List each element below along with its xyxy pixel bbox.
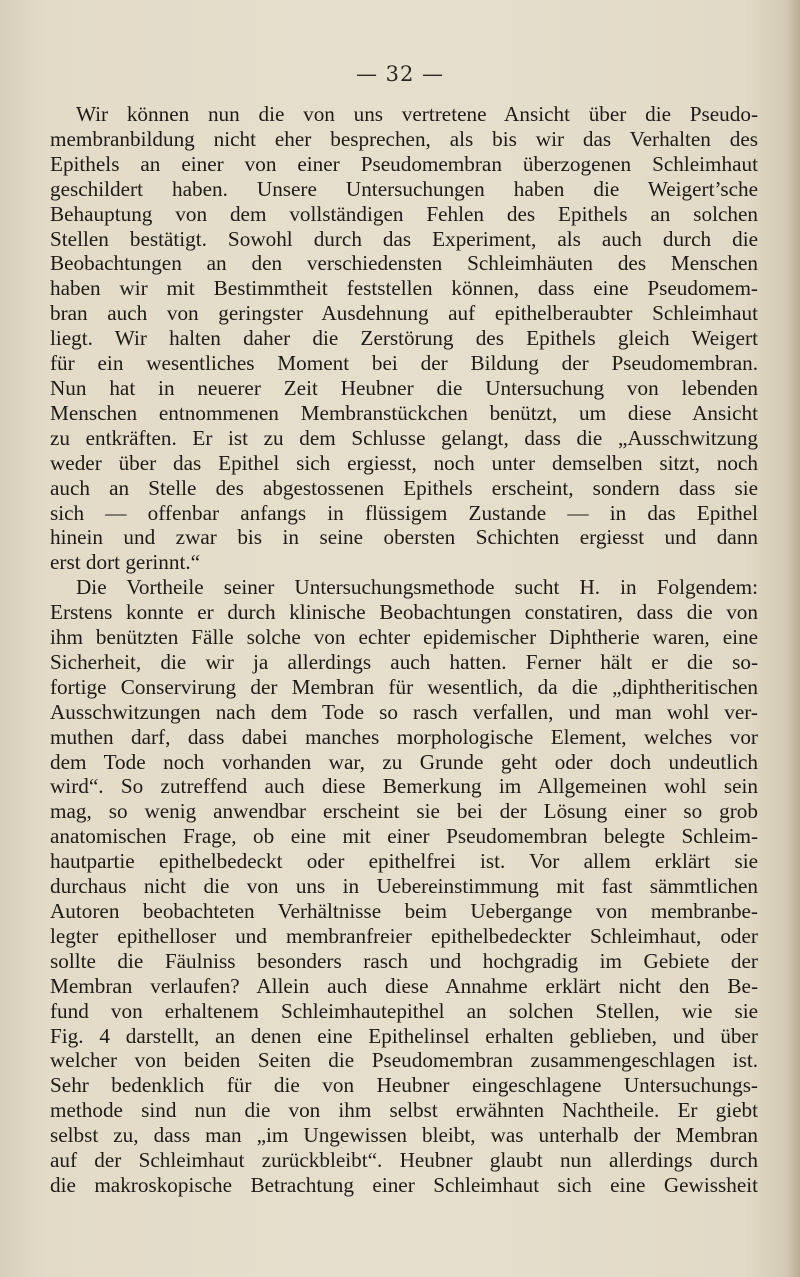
text-line: weder über das Epithel sich ergiesst, noch unter demselben sitzt, noch <box>50 450 758 475</box>
text-line: Epithels an einer von einer Pseudomembran überzogenen Schleimhaut <box>50 151 758 176</box>
text-line: hautpartie epithelbedeckt oder epithelfrei ist. Vor allem erklärt sie <box>50 849 758 874</box>
text-line: auch an Stelle des abgestossenen Epithels erscheint, sondern dass sie <box>50 475 758 500</box>
text-line: selbst zu, dass man „im Ungewissen bleibt, was unterhalb der Membran <box>50 1123 758 1148</box>
text-line: membranbildung nicht eher besprechen, als bis wir das Verhalten des <box>50 126 758 151</box>
text-line: liegt. Wir halten daher die Zerstörung des Epithels gleich Weigert <box>50 326 758 351</box>
text-line: auf der Schleimhaut zurückbleibt“. Heubner glaubt nun allerdings durch <box>50 1148 758 1173</box>
page-edge-shadow <box>786 0 800 1277</box>
text-line: methode sind nun die von ihm selbst erwähnten Nachtheile. Er giebt <box>50 1098 758 1123</box>
text-line: fortige Conservirung der Membran für wesentlich, da die „diphtheritischen <box>50 674 758 699</box>
text-line: durchaus nicht die von uns in Uebereinstimmung mit fast sämmtlichen <box>50 874 758 899</box>
text-line: Autoren beobachteten Verhältnisse beim Uebergange von membranbe- <box>50 899 758 923</box>
body-text <box>50 102 758 1198</box>
text-line: sich — offenbar anfangs in flüssigem Zustande — in das Epithel <box>50 500 758 525</box>
text-line: mag, so wenig anwendbar erscheint sie bei der Lösung einer so grob <box>50 799 758 824</box>
text-line: Stellen bestätigt. Sowohl durch das Experiment, als auch durch die <box>50 226 758 251</box>
text-line: fund von erhaltenem Schleimhautepithel an solchen Stellen, wie sie <box>50 998 758 1023</box>
text-line: ihm benützten Fälle solche von echter epidemischer Diphtherie waren, eine <box>50 625 758 650</box>
text-line: Fig. 4 darstellt, an denen eine Epithelinsel erhalten geblieben, und über <box>50 1023 758 1048</box>
text-line: Erstens konnte er durch klinische Beobachtungen constatiren, dass die von <box>50 600 758 625</box>
text-line: Sicherheit, die wir ja allerdings auch hatten. Ferner hält er die so- <box>50 649 758 674</box>
text-line: Beobachtungen an den verschiedensten Schleimhäuten des Menschen <box>50 251 758 276</box>
text-line: Menschen entnommenen Membranstückchen benützt, um diese Ansicht <box>50 400 758 425</box>
text-line: geschildert haben. Unsere Untersuchungen haben die Weigert’sche <box>50 176 758 201</box>
text-line: bran auch von geringster Ausdehnung auf epithelberaubter Schleimhaut <box>50 301 758 326</box>
text-line: anatomischen Frage, ob eine mit einer Pseudomembran belegte Schleim- <box>50 824 758 849</box>
text-line: Wir können nun die von uns vertretene Ansicht über die Pseudo- <box>76 102 758 126</box>
text-line: Ausschwitzungen nach dem Tode so rasch verfallen, und man wohl ver- <box>50 699 758 724</box>
text-line: Nun hat in neuerer Zeit Heubner die Untersuchung von lebenden <box>50 375 758 400</box>
text-line: für ein wesentliches Moment bei der Bildung der Pseudomembran. <box>50 351 758 376</box>
text-line: dem Tode noch vorhanden war, zu Grunde geht oder doch undeutlich <box>50 749 758 774</box>
text-line: Die Vortheile seiner Untersuchungsmethode sucht H. in Folgendem: <box>76 575 758 600</box>
text-line: erst dort gerinnt.“ <box>50 550 201 575</box>
text-line: sollte die Fäulniss besonders rasch und hochgradig im Gebiete der <box>50 948 758 973</box>
text-line: hinein und zwar bis in seine obersten Schichten ergiesst und dann <box>50 525 758 550</box>
text-line: haben wir mit Bestimmtheit feststellen können, dass eine Pseudomem- <box>50 276 758 301</box>
text-line: Behauptung von dem vollständigen Fehlen des Epithels an solchen <box>50 201 758 226</box>
text-line: Membran verlaufen? Allein auch diese Annahme erklärt nicht den Be- <box>50 973 758 998</box>
page-number: — 32 — <box>355 62 445 86</box>
text-line: die makroskopische Betrachtung einer Schleimhaut sich eine Gewissheit <box>50 1172 758 1197</box>
text-line: welcher von beiden Seiten die Pseudomembran zusammengeschlagen ist. <box>50 1048 758 1073</box>
text-line: zu entkräften. Er ist zu dem Schlusse gelangt, dass die „Ausschwitzung <box>50 425 758 450</box>
text-line: muthen darf, dass dabei manches morphologische Element, welches vor <box>50 724 758 749</box>
text-line: legter epithelloser und membranfreier epithelbedeckter Schleimhaut, oder <box>50 923 758 948</box>
text-line: wird“. So zutreffend auch diese Bemerkung im Allgemeinen wohl sein <box>50 774 758 799</box>
text-line: Sehr bedenklich für die von Heubner eingeschlagene Untersuchungs- <box>50 1073 758 1098</box>
